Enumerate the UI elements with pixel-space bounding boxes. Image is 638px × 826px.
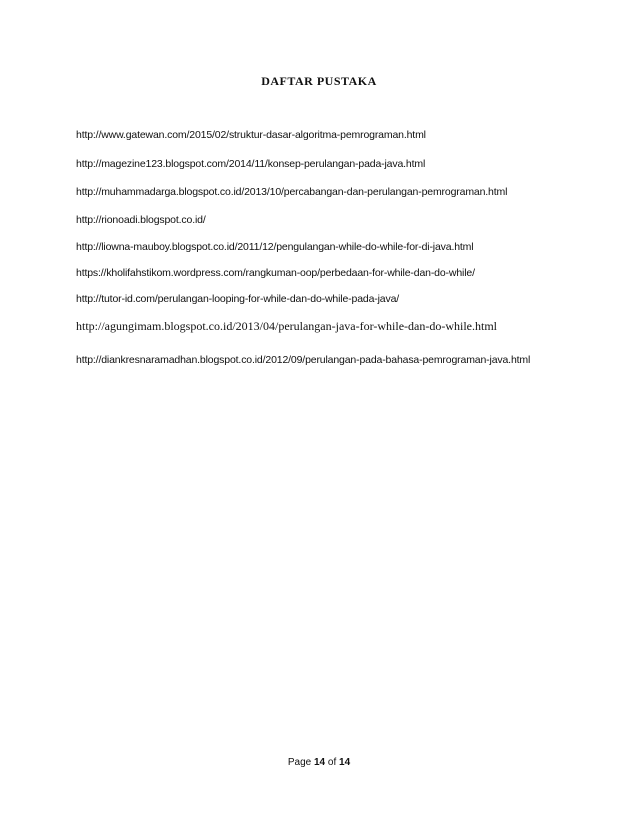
page-title: DAFTAR PUSTAKA [261, 74, 377, 88]
reference-item-7: http://tutor-id.com/perulangan-looping-for-while-dan-do-while-pada-java/ [76, 293, 400, 305]
reference-item-4: http://rionoadi.blogspot.co.id/ [76, 214, 206, 226]
reference-item-5: http://liowna-mauboy.blogspot.co.id/2011/12/pengulangan-while-do-while-for-di-java.html [76, 241, 474, 253]
reference-item-8: http://agungimam.blogspot.co.id/2013/04/perulangan-java-for-while-dan-do-while.html [76, 319, 497, 333]
footer-current-page: 14 [313, 757, 326, 768]
reference-item-6: https://kholifahstikom.wordpress.com/rangkuman-oop/perbedaan-for-while-dan-do-while/ [76, 267, 475, 279]
footer-total-pages: 14 [339, 757, 351, 768]
footer-page-word: Page [287, 757, 312, 768]
reference-item-2: http://magezine123.blogspot.com/2014/11/konsep-perulangan-pada-java.html [76, 158, 426, 170]
footer-of-word: of [327, 757, 337, 768]
reference-item-1: http://www.gatewan.com/2015/02/struktur-dasar-algoritma-pemrograman.html [76, 129, 426, 141]
page-footer [0, 757, 638, 768]
reference-item-3: http://muhammadarga.blogspot.co.id/2013/10/percabangan-dan-perulangan-pemrograman.html [76, 186, 508, 198]
reference-item-9: http://diankresnaramadhan.blogspot.co.id/2012/09/perulangan-pada-bahasa-pemrograman-java.html [76, 354, 531, 366]
